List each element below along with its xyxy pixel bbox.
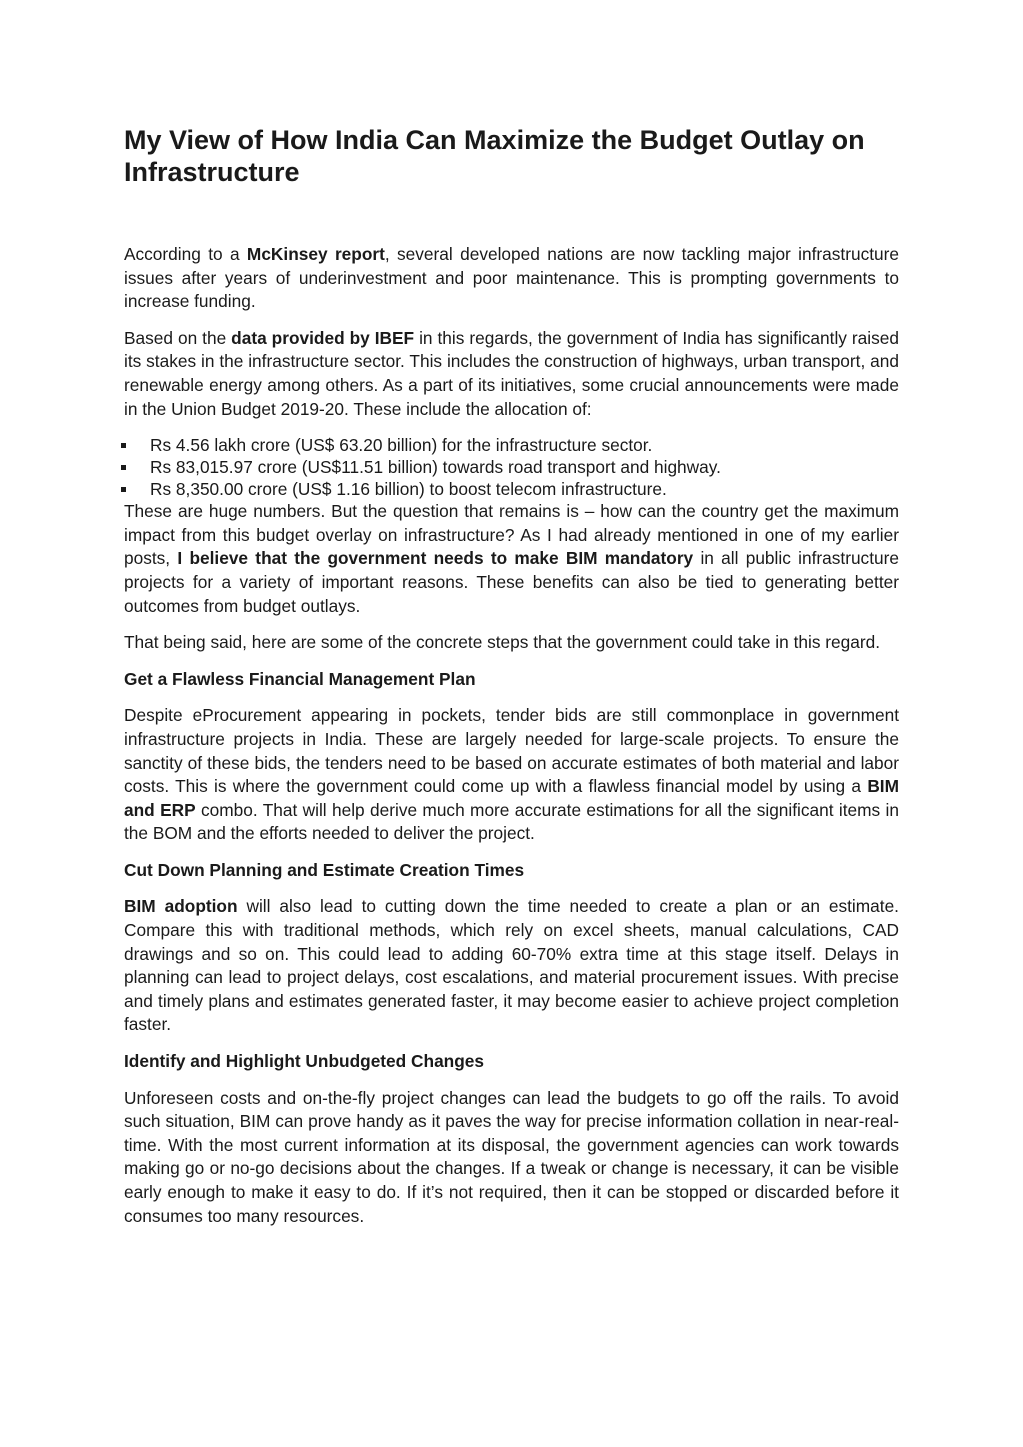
list-item (124, 434, 899, 456)
bim-mandatory-emphasis: I believe that the government needs to make BIM mandatory (177, 548, 694, 569)
steps-paragraph: That being said, here are some of the concrete steps that the government could take in this regard. (124, 632, 881, 653)
planning-paragraph (124, 895, 899, 1037)
allocation-list (124, 434, 899, 500)
huge-numbers-paragraph (124, 500, 899, 618)
intro-text-before: According to a (124, 244, 247, 264)
square-bullet-icon (121, 443, 126, 448)
list-item-text: Rs 8,350.00 crore (US$ 1.16 billion) to boost telecom infrastructure. (150, 479, 667, 500)
list-item-text: Rs 4.56 lakh crore (US$ 63.20 billion) for the infrastructure sector. (150, 435, 653, 456)
financial-text-after: combo. That will help derive much more accurate estimations for all the significant items in the BOM and the efforts needed to deliver the project. (124, 799, 900, 844)
ibef-text-before: Based on the (124, 327, 232, 348)
page-title: My View of How India Can Maximize the Budget Outlay on Infrastructure (124, 125, 865, 187)
list-item (124, 478, 899, 500)
ibef-data-emphasis: data provided by IBEF (231, 327, 415, 348)
financial-text-before: Despite eProcurement appearing in pockets, tender bids are still commonplace in government infrastructure projects in India. These are largely needed for large-scale projects. To ensure the sanctity of these bids, the tenders need to be based on accurate estimates of both material and labor costs. This is where the government could come up with a flawless financial model by using a (124, 705, 899, 797)
huge-text-after: in all public infrastructure projects for a variety of important reasons. These benefits can also be tied to generating better outcomes from budget outlays. (124, 548, 899, 616)
article (124, 124, 899, 1228)
section-heading-planning: Cut Down Planning and Estimate Creation Times (124, 859, 525, 880)
mckinsey-report-emphasis: McKinsey report (246, 244, 385, 264)
list-item (124, 456, 899, 478)
section-heading-financial: Get a Flawless Financial Management Plan (124, 668, 476, 689)
bim-erp-emphasis: BIM and ERP (124, 776, 899, 820)
ibef-paragraph (124, 327, 899, 421)
bim-adoption-emphasis: BIM adoption (124, 896, 238, 917)
square-bullet-icon (121, 487, 126, 492)
ibef-text-after: in this regards, the government of India has significantly raised its stakes in the infrastructure sector. This includes the construction of highways, urban transport, and renewable energy among others. As a part of its initiatives, some crucial announcements were made in the Union Budget 2019-20. These include the allocation of: (124, 327, 899, 419)
section-heading-unbudgeted: Identify and Highlight Unbudgeted Changes (124, 1051, 485, 1072)
planning-text-after: will also lead to cutting down the time needed to create a plan or an estimate. Compare this with traditional methods, which rely on excel sheets, manual calculations, CAD drawings and so on. This could lead to adding 60-70% extra time at this stage itself. Delays in planning can lead to project delays, cost escalations, and material procurement issues. With precise and timely plans and estimates generated faster, it may become easier to achieve project completion faster. (124, 896, 899, 1035)
huge-text-before: These are huge numbers. But the question that remains is – how can the country get the maximum impact from this budget overlay on infrastructure? As I had already mentioned in one of my earlier posts, (124, 501, 899, 569)
square-bullet-icon (121, 465, 126, 470)
intro-paragraph (124, 243, 899, 314)
unbudgeted-paragraph: Unforeseen costs and on-the-fly project changes can lead the budgets to go off the rails. To avoid such situation, BIM can prove handy as it paves the way for precise information collation in near-real-time. With the most current information at its disposal, the government agencies can work towards making go or no-go decisions about the changes. If a tweak or change is necessary, it can be visible early enough to make it easy to do. If it’s not required, then it can be stopped or discarded before it consumes too many resources. (124, 1087, 899, 1226)
financial-paragraph (124, 704, 899, 846)
intro-text-after: , several developed nations are now tackling major infrastructure issues after years of underinvestment and poor maintenance. This is prompting governments to increase funding. (124, 244, 899, 312)
list-item-text: Rs 83,015.97 crore (US$11.51 billion) towards road transport and highway. (150, 457, 721, 478)
